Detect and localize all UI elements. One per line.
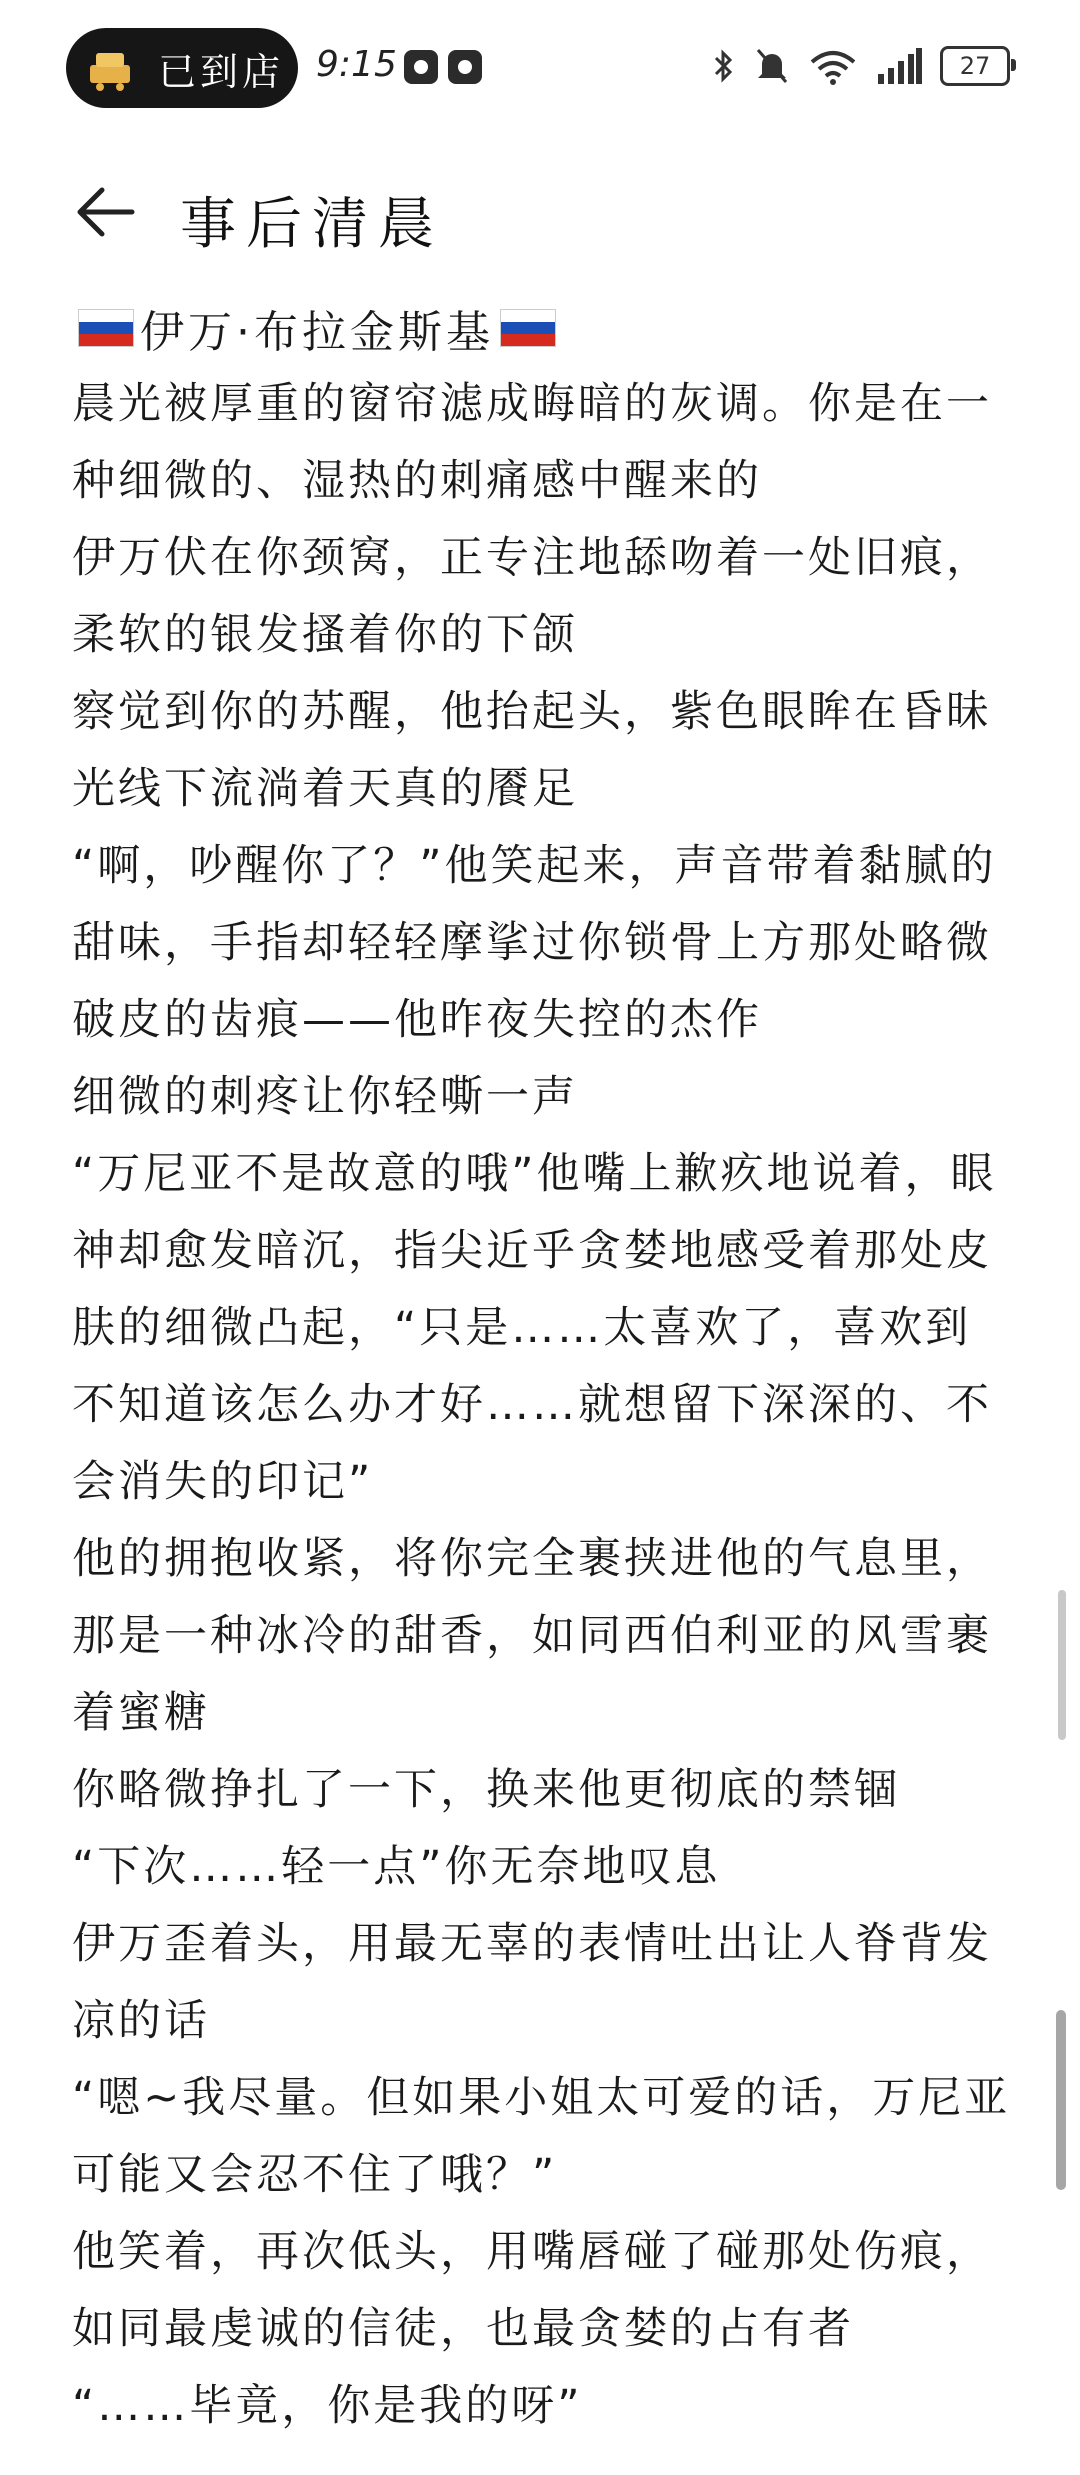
- signal-icon: [876, 48, 922, 84]
- store-icon: [82, 43, 138, 93]
- paragraph: 他的拥抱收紧，将你完全裹挟进他的气息里，那是一种冰冷的甜香，如同西伯利亚的风雪裹着蜜糖: [72, 1534, 992, 1738]
- scrollbar-thumb[interactable]: [1058, 1590, 1066, 1740]
- bluetooth-icon: [712, 46, 736, 86]
- paragraph: 伊万伏在你颈窝，正专注地舔吻着一处旧痕，柔软的银发搔着你的下颌: [72, 533, 992, 660]
- russian-flag-icon: [500, 309, 556, 347]
- system-icons: [712, 44, 1010, 88]
- back-arrow-icon: [72, 180, 136, 244]
- battery-level: 27: [959, 52, 991, 80]
- scrollbar-thumb[interactable]: [1056, 2010, 1066, 2190]
- mute-icon: [754, 46, 790, 86]
- notification-icon: [448, 50, 482, 84]
- article-body: [72, 290, 1012, 2445]
- paragraph: “……毕竟，你是我的呀”: [72, 2381, 583, 2431]
- paragraph: 伊万歪着头，用最无辜的表情吐出让人脊背发凉的话: [72, 1919, 992, 2046]
- paragraph: 晨光被厚重的窗帘滤成晦暗的灰调。你是在一种细微的、湿热的刺痛感中醒来的: [72, 379, 992, 506]
- russian-flag-icon: [78, 309, 134, 347]
- notification-icon: [404, 50, 438, 84]
- paragraph: 细微的刺疼让你轻嘶一声: [72, 1072, 578, 1122]
- paragraph: 你略微挣扎了一下，换来他更彻底的禁锢: [72, 1765, 900, 1815]
- battery-icon: [940, 46, 1010, 86]
- paragraph: 察觉到你的苏醒，他抬起头，紫色眼眸在昏昧光线下流淌着天真的餍足: [72, 687, 992, 814]
- live-activity-pill[interactable]: [66, 28, 298, 108]
- clock: 9:15: [316, 44, 397, 85]
- back-button[interactable]: [72, 180, 136, 244]
- paragraph: “万尼亚不是故意的哦”他嘴上歉疚地说着，眼神却愈发暗沉，指尖近乎贪婪地感受着那处皮肤的细微凸起，“只是……太喜欢了，喜欢到不知道该怎么办才好……就想留下深深的、不会消失的印记”: [72, 1149, 997, 1507]
- character-name: 伊万·布拉金斯基: [140, 307, 494, 358]
- paragraph: “嗯~我尽量。但如果小姐太可爱的话，万尼亚可能又会忍不住了哦？”: [72, 2073, 1011, 2200]
- paragraph: 他笑着，再次低头，用嘴唇碰了碰那处伤痕，如同最虔诚的信徒，也最贪婪的占有者: [72, 2227, 992, 2354]
- paragraph: “下次……轻一点”你无奈地叹息: [72, 1842, 721, 1892]
- status-bar: [0, 0, 1080, 135]
- pill-label: 已到店: [158, 49, 285, 94]
- wifi-icon: [808, 46, 858, 86]
- page-title: 事后清晨: [180, 192, 444, 257]
- header: [0, 160, 1080, 280]
- article-heading: [72, 290, 1012, 366]
- paragraph: “啊，吵醒你了？”他笑起来，声音带着黏腻的甜味，手指却轻轻摩挲过你锁骨上方那处略微破皮的齿痕——他昨夜失控的杰作: [72, 841, 997, 1045]
